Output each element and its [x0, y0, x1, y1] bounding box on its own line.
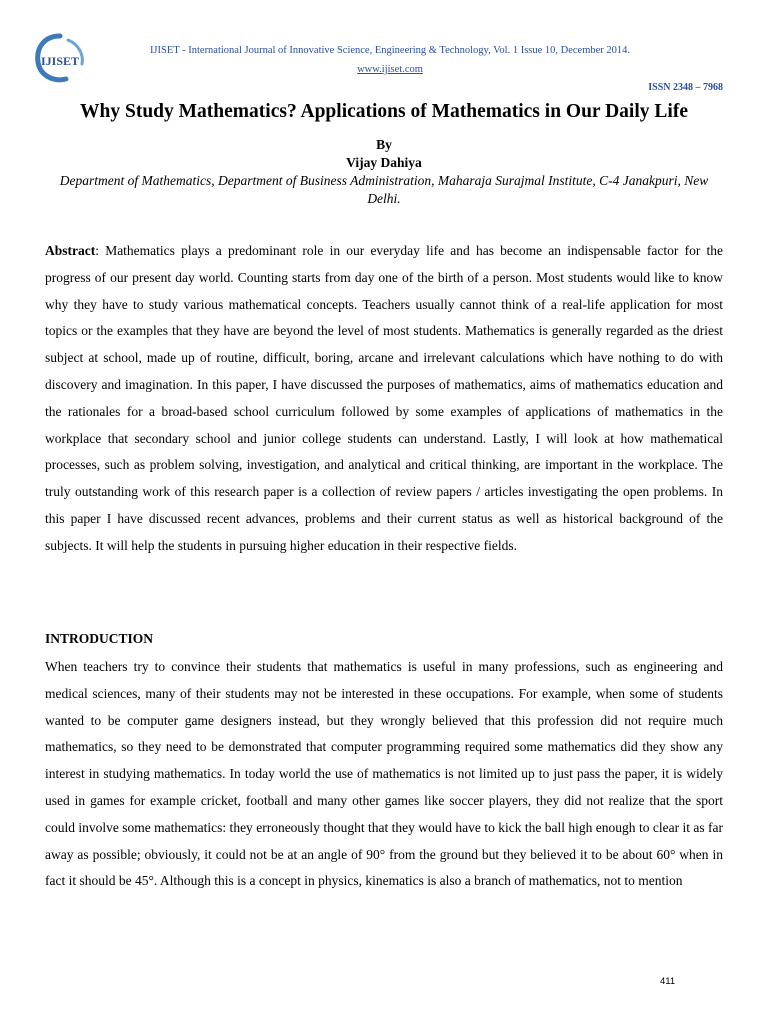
journal-info: IJISET - International Journal of Innovative Science, Engineering & Technology, Vol. 1 Issue 10, December 2014.: [149, 45, 631, 56]
abstract-label: Abstract: [45, 243, 96, 258]
abstract-paragraph: [45, 238, 723, 560]
journal-logo: [32, 32, 88, 84]
issn-number: ISSN 2348 – 7968: [648, 82, 723, 93]
logo-text: IJISET: [41, 54, 80, 68]
introduction-paragraph: When teachers try to convince their students that mathematics is useful in many professions, such as engineering and medical sciences, many of their students may not be interested in these occupations. For example, when some of students wanted to be computer game designers instead, but they wrongly believed that this profession did not require much mathematics, so they need to be demonstrated that computer programming required some mathematics did they show any interest in studying mathematics. In today world the use of mathematics is not limited up to just pass the paper, it is widely used in games for example cricket, football and many other games like soccer players, they did not realize that the sport could involve some mathematics: they erroneously thought that they would have to kick the ball high enough to clear it as far away as possible; obviously, it could not be at an angle of 90° from the ground but they believed it to be about 60° when in fact it should be 45°. Although this is a concept in physics, kinematics is also a branch of mathematics, not to mention: [45, 659, 723, 889]
journal-website-link[interactable]: www.ijiset.com: [357, 64, 423, 75]
author-name: Vijay Dahiya: [346, 155, 422, 170]
by-line: By: [376, 137, 392, 152]
abstract-text: : Mathematics plays a predominant role in our everyday life and has become an indispensable factor for the progress of our present day world. Counting starts from day one of the birth of a person. Most students would like to know why they have to study various mathematical concepts. Teachers usually cannot think of a real-life application for most topics or the examples that they have are beyond the level of most students. Mathematics is generally regarded as the driest subject at school, made up of routine, difficult, boring, arcane and irrelevant calculations which have nothing to do with discovery and imagination. In this paper, I have discussed the purposes of mathematics, aims of mathematics education and the rationales for a broad-based school curriculum followed by some examples of applications of mathematics in the workplace that secondary school and junior college students can understand. Lastly, I will look at how mathematical processes, such as problem solving, investigation, and analytical and critical thinking, are important in the workplace. The truly outstanding work of this research paper is a collection of review papers / articles investigating the open problems. In this paper I have discussed recent advances, problems and their current status as well as historical background of the subjects. It will help the students in pursuing higher education in their respective fields.: [45, 243, 723, 553]
paper-title: Why Study Mathematics? Applications of Mathematics in Our Daily Life: [80, 101, 688, 122]
logo-emblem-icon: [32, 32, 88, 84]
author-affiliation: Department of Mathematics, Department of Business Administration, Maharaja Surajmal Institute, C-4 Janakpuri, New Delhi.: [59, 173, 709, 206]
introduction-heading: INTRODUCTION: [45, 631, 154, 646]
page-number: 411: [660, 976, 676, 987]
